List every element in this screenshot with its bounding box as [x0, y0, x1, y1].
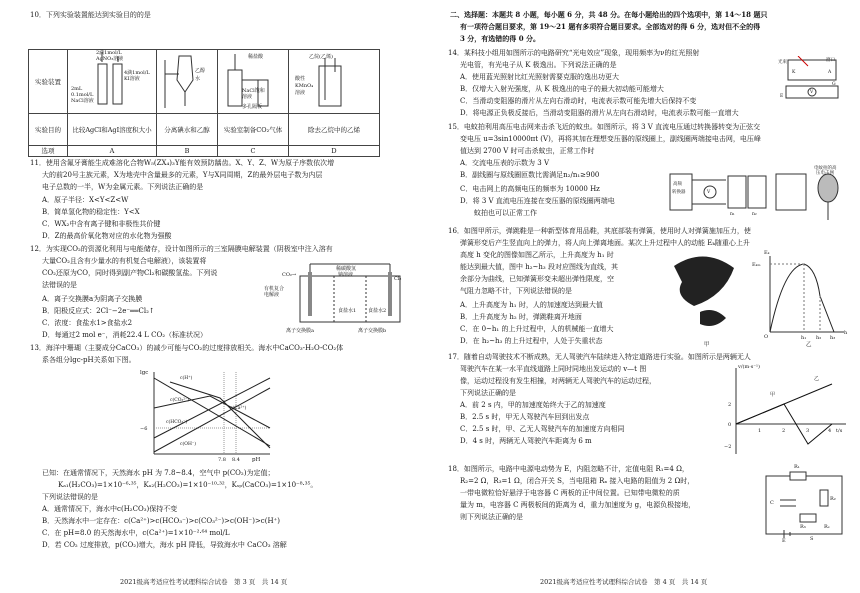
label-racket: 电蚊拍的高: [814, 166, 837, 171]
chart-xtick-78: 7.8: [218, 457, 226, 463]
goal-d: 除去乙烷中的乙烯: [289, 114, 380, 146]
q14-option-d: D．将电源正负极反接后，当滑动变阻器的滑片从左向右滑动时，电流表示数可能一直增大: [460, 109, 739, 117]
q12-option-b: B．阳极反应式：2Cl⁻−2e⁻══Cl₂↑: [42, 307, 155, 315]
option-c: C: [218, 146, 289, 157]
label-membrane-a: 离子交换膜a: [286, 328, 314, 334]
graph-ylabel: Eₖ: [764, 250, 770, 256]
q15-option-c: C．电击网上的高频电压的频率为 10000 Hz: [460, 185, 600, 193]
label-beam: 光束: [778, 60, 787, 65]
q15-option-a: A．交流电压表的示数为 3 V: [460, 159, 550, 167]
series-label-jia: 甲: [770, 392, 776, 398]
q17-option-c: C．2.5 s 时，甲、乙无人驾驶汽车的加速度方向相同: [460, 425, 625, 433]
row-label-apparatus: 实验装置: [29, 50, 68, 114]
q14-stem-2: 光电管，有光电子从 K 极逸出。下列说法正确的是: [460, 61, 617, 69]
chart-ytick: −6: [140, 426, 148, 432]
label-a: A: [828, 70, 832, 75]
label-ki-drops: 4滴1mol/L: [124, 70, 150, 76]
goal-c: 实验室制备CO₂气体: [218, 114, 289, 146]
q12-option-c: C．浓度：食盐水1>食盐水2: [42, 319, 133, 327]
label-agno3-drops: 2滴1mol/L: [96, 50, 122, 56]
q11-option-c: C．WX₂中含有离子键和非极性共价键: [42, 220, 161, 228]
photoelectric-figure: [778, 56, 846, 102]
caption-yi: 乙: [806, 342, 812, 348]
q15-option-d-2: 蚊拍也可以正常工作: [460, 209, 537, 217]
curve-label-co3: c(CO₃²⁻): [170, 398, 190, 403]
label-ethanol: 乙醇: [195, 68, 206, 74]
q15-stem-1: 15．电蚊拍利用高压电击网来击杀飞近的蚊虫。如图所示，将 3 V 直流电压通过转换器转变为正弦交: [448, 123, 761, 131]
goal-b: 分离碘水和乙醇: [157, 114, 218, 146]
q12-stem-3: CO₂还原为CO，同时得到副产物Cl₂和碳酸氢盐。下列说: [42, 269, 218, 277]
q11-option-a: A．原子半径：X<Y<Z<W: [42, 196, 129, 204]
label-nacl-sat: NaCl饱和: [242, 88, 265, 94]
label-e-source: E: [782, 538, 786, 544]
q15-stem-3: 值达到 2700 V 时可击杀蚊虫，正常工作时: [460, 147, 595, 155]
label-n1: n₁: [730, 212, 735, 217]
label-solution-d: 溶液: [295, 90, 306, 96]
q13-given-1: 已知：在通常情况下，天然海水 pH 为 7.8~8.4，空气中 p(CO₂)为定值；: [42, 469, 275, 477]
row-label-goal: 实验目的: [29, 114, 68, 146]
label-ethane: 乙烷(乙烯): [309, 54, 333, 60]
label-r2: R₂: [830, 496, 836, 502]
q12-stem-1: 12．为实现CO₂的资源化利用与电能储存，设计如图所示的三室隔膜电解装置（阴极室中注入溶有: [30, 245, 333, 253]
label-bicarbonate: 稀碳酸氢: [336, 266, 357, 272]
label-hcl: 稀盐酸: [248, 54, 264, 60]
label-k: K: [792, 70, 796, 75]
label-agno3: AgNO₃溶液: [96, 56, 124, 62]
q12-option-d: D．每通过2 mol e⁻，消耗22.4 L CO₂（标准状况）: [42, 331, 208, 339]
label-e: E: [780, 94, 784, 99]
q15-stem-2: 变电压 u=3sin10000πt (V)，再将其加在理想变压器的原线圈上，副线圈两端接电击网，电压峰: [460, 135, 761, 143]
apparatus-b: [157, 50, 218, 114]
apparatus-d: [289, 50, 380, 114]
q15-option-b: B．副线圈与原线圈匝数比需满足n₂/n₁≥900: [460, 171, 600, 179]
label-sodium-sol: 钠溶液: [338, 272, 354, 278]
chart-xtick-84: 8.4: [232, 457, 240, 463]
graph-xlabel: h: [844, 330, 848, 336]
q11-stem-1: 11．使用含氟牙膏能生成难溶化合物W₅(ZX₄)₃Y能有效预防龋齿。X、Y、Z、W为原子序数依次增: [30, 159, 335, 167]
q17-stem-2: 驾驶汽车在某一水平直线道路上同时同地出发运动的 v—t 图: [460, 365, 647, 373]
label-r3: R₃: [800, 524, 806, 530]
q14-stem-1: 14．某科技小组用如图所示的电路研究“光电效应”现象，现用频率为ν的红光照射: [448, 49, 700, 57]
goal-a: 比较AgCl和AgI溶度积大小: [68, 114, 157, 146]
label-n2: n₂: [752, 212, 757, 217]
label-porous-plate: 多孔隔板: [242, 104, 263, 110]
jumping-shoe-figure: [664, 246, 850, 350]
graph-ek-max: Eₖₘ: [752, 262, 761, 268]
q13-option-a: A．通常情况下，海水中c(H₂CO₃)保持不变: [42, 505, 178, 513]
q16-stem-5: 余部分为曲线，已知弹簧形变未超出弹性限度，空: [460, 275, 614, 283]
q11-stem-3: 电子总数的一半，W为金属元素。下列说法正确的是: [42, 183, 204, 191]
label-voltmeter: V: [707, 190, 711, 195]
q14-option-a: A．使用蓝光照射比红光照射需要克服的逸出功更大: [460, 73, 620, 81]
label-solution: 溶液: [242, 94, 253, 100]
row-label-option: 选项: [29, 146, 68, 157]
series-label-yi: 乙: [814, 376, 820, 382]
option-d: D: [289, 146, 380, 157]
label-cl2: Cl₂: [394, 276, 402, 282]
label-g: G: [832, 82, 836, 87]
q13-option-d: D．若 CO₂ 过度排放，p(CO₂)增大，海水 pH 降低，导致海水中 CaCO₃ 溶解: [42, 541, 287, 549]
label-v: V: [810, 90, 814, 95]
chart-xlabel: pH: [252, 457, 261, 463]
label-acidic: 酸性: [295, 76, 306, 82]
q18-stem-4: 量为 m，电容器 C 两极板间的距离为 d，重力加速度为 g，电源负极接地，: [460, 501, 696, 509]
label-converter: 转换器: [672, 190, 686, 195]
vt-ytick-0: 0: [728, 422, 732, 428]
caption-jia: 甲: [704, 342, 710, 348]
curve-label-oh: c(OH⁻): [180, 442, 197, 447]
q16-option-a: A．上升高度为 h₁ 时，人的加速度达到最大值: [460, 301, 603, 309]
label-water: 水: [195, 76, 201, 82]
q17-stem-3: 像，运动过程没有发生相撞，对两辆无人驾驶汽车的运动过程，: [460, 377, 656, 385]
q12-option-a: A．离子交换膜a为阴离子交换膜: [42, 295, 143, 303]
q13-option-c: C．在 pH=8.0 的天然海水中，c(Ca²⁺)=1×10⁻²·⁶⁴ mol/L: [42, 529, 230, 537]
label-brine2: 食盐水2: [368, 308, 387, 314]
vt-chart: [720, 362, 850, 458]
label-c: C: [770, 500, 774, 506]
apparatus-c: [218, 50, 289, 114]
q12-stem-4: 法错误的是: [42, 281, 77, 289]
q14-option-b: B．仅增大入射光强度，从 K 极逸出的电子的最大初动能可能增大: [460, 85, 664, 93]
label-co2-in: CO₂→: [282, 272, 297, 278]
q18-stem-5: 则下列说法正确的是: [460, 513, 523, 521]
q16-stem-2: 弹簧形变后产生竖直向上的弹力，将人向上弹离地面。某次上升过程中人的动能 Eₖ随重心上升: [460, 239, 750, 247]
q13-stem-1: 13．海洋中珊瑚（主要成分CaCO₃）的减少可能与CO₂的过度排放相关。海水中CaCO₃-H₂O-CO₂体: [30, 344, 344, 352]
label-grid: 压电击网: [816, 171, 834, 176]
q17-stem-4: 下列说法正确的是: [460, 389, 516, 397]
vt-xtick-3: 3: [806, 428, 810, 434]
vt-chart-svg: [720, 362, 850, 458]
label-nacl: NaCl溶液: [71, 98, 94, 104]
vt-ytick-neg2: −2: [724, 444, 732, 450]
q16-stem-1: 16．如图甲所示，弹跳鞋是一种新型体育用品鞋，其底部装有弹簧，使用时人对弹簧施加压力，使: [448, 227, 751, 235]
q13-given-2: Kₐ₁(H₂CO₃)=1×10⁻⁶·³⁵，Kₐ₂(H₂CO₃)=1×10⁻¹⁰·³²，Kₛₚ(CaCO₃)=1×10⁻⁸·³⁵。: [58, 481, 318, 489]
q16-option-c: C．在 0~h₁ 的上升过程中，人的机械能一直增大: [460, 325, 614, 333]
label-organic: 有机复合: [264, 286, 285, 292]
q16-stem-3: 高度 h 变化的图像如图乙所示，上升高度为 h₁ 时: [460, 251, 614, 259]
label-window: 窗口: [826, 58, 835, 63]
label-rx: Rₓ: [824, 524, 830, 530]
separatory-funnel-figure: [157, 50, 213, 112]
section-heading-1: 二、选择题：本题共 8 小题，每小题 6 分，共 48 分。在每小题给出的四个选项中，第 14～18 题只: [450, 10, 768, 19]
vt-ylabel: v/(m·s⁻¹): [738, 364, 760, 370]
apparatus-a: [68, 50, 157, 114]
label-membrane-b: 离子交换膜b: [358, 328, 387, 334]
label-high-freq: 高频: [673, 182, 682, 187]
vt-xtick-2: 2: [782, 428, 786, 434]
curve-label-hco3: c(HCO₃⁻): [166, 420, 188, 425]
q17-option-a: A．前 2 s 内，甲的加速度始终大于乙的加速度: [460, 401, 606, 409]
q16-stem-6: 气阻力忽略不计，下列说法错误的是: [460, 287, 572, 295]
label-2ml: 2mL: [71, 86, 83, 92]
electrolysis-figure: [262, 262, 412, 340]
graph-h3: h₃: [830, 335, 836, 341]
section-heading-3: 3 分，有选错的得 0 分。: [460, 34, 541, 43]
q14-option-c: C．当滑动变阻器的滑片从左向右滑动时，电流表示数可能先增大后保持不变: [460, 97, 697, 105]
q13-question: 下列说法错误的是: [42, 493, 98, 501]
vt-xtick-4: 4: [828, 428, 832, 434]
vt-xtick-1: 1: [758, 428, 762, 434]
q17-stem-1: 17．随着自动驾驶技术不断成熟，无人驾驶汽车陆续进入特定道路进行实验。如图所示是两辆无人: [448, 353, 751, 361]
q11-option-b: B．简单氢化物的稳定性：Y<X: [42, 208, 140, 216]
transformer-figure: [666, 166, 850, 222]
page-footer-left: 2021级高考适应性考试理科综合试卷 第 3 页 共 14 页: [120, 578, 288, 586]
q10-table: [28, 49, 380, 157]
label-ki: KI溶液: [124, 76, 140, 82]
page-4: [430, 0, 860, 593]
q18-stem-2: R₂=2 Ω，R₃=1 Ω，闭合开关 S，当电阻箱 Rₓ 接入电路的阻值为 2 Ω时，: [460, 477, 695, 485]
label-conc: 0.1mol/L: [71, 92, 94, 98]
q12-stem-2: 大量CO₂且含有少量水的有机复合电解液），该装置将: [42, 257, 207, 265]
chart-ylabel: lgc: [140, 370, 149, 376]
q13-stem-2: 系各组分lgc-pH关系如下图。: [42, 356, 136, 364]
label-r1: R₁: [794, 464, 800, 470]
section-heading-2: 有一项符合题目要求，第 19～21 题有多项符合题目要求。全部选对的得 6 分，选对但不全的得: [460, 22, 761, 31]
q11-stem-2: 大的前20号主族元素，X为地壳中含量最多的元素，Y与X同周期，Z的最外层电子数为内层: [42, 171, 323, 179]
graph-h1: h₁: [801, 335, 807, 341]
vt-ytick-2: 2: [728, 402, 732, 408]
label-s: S: [810, 536, 814, 542]
curve-label-h: c(H⁺): [180, 376, 193, 381]
page-footer-right: 2021级高考适应性考试理科综合试卷 第 4 页 共 14 页: [540, 578, 708, 586]
label-kmno4: KMnO₄: [295, 83, 314, 89]
q18-stem-1: 18．如图所示，电路中电源电动势为 E，内阻忽略不计，定值电阻 R₁=4 Ω，: [448, 465, 689, 473]
q16-option-d: D．在 h₂~h₃ 的上升过程中，人处于失重状态: [460, 337, 603, 345]
q16-stem-4: 能达到最大值，图中 h₂~h₃ 段对应图线为直线，其: [460, 263, 618, 271]
graph-origin: O: [764, 334, 769, 340]
q17-option-b: B．2.5 s 时，甲无人驾驶汽车回到出发点: [460, 413, 590, 421]
q15-option-d: D．将 3 V 直流电压连接在变压器的原线圈两端电: [460, 197, 615, 205]
circuit-figure: [760, 464, 848, 544]
series-line-1: [736, 384, 832, 424]
graph-h2: h₂: [816, 335, 822, 341]
option-b: B: [157, 146, 218, 157]
q10-stem: 10．下列实验装置能达到实验目的的是: [30, 11, 151, 19]
q18-stem-3: 一带电微粒恰好悬浮于电容器 C 两板的正中间位置。已知带电微粒的质: [460, 489, 680, 497]
lgc-ph-chart: [140, 368, 280, 464]
label-electrolyte: 电解液: [264, 292, 280, 298]
q17-option-d: D．4 s 时，两辆无人驾驶汽车距离为 6 m: [460, 437, 592, 445]
q13-option-b: B．天然海水中一定存在：c(Ca²⁺)>c(HCO₃⁻)>c(CO₃²⁻)>c(OH⁻)>c(H⁺): [42, 517, 280, 525]
option-a: A: [68, 146, 157, 157]
label-brine1: 食盐水1: [338, 308, 357, 314]
q11-option-d: D．Z的最高价氧化物对应的水化物为强酸: [42, 232, 172, 240]
curve-label-ca: c(Ca²⁺): [230, 406, 247, 411]
q16-option-b: B．上升高度为 h₂ 时，弹跳鞋离开地面: [460, 313, 582, 321]
vt-xlabel: t/s: [836, 428, 843, 434]
